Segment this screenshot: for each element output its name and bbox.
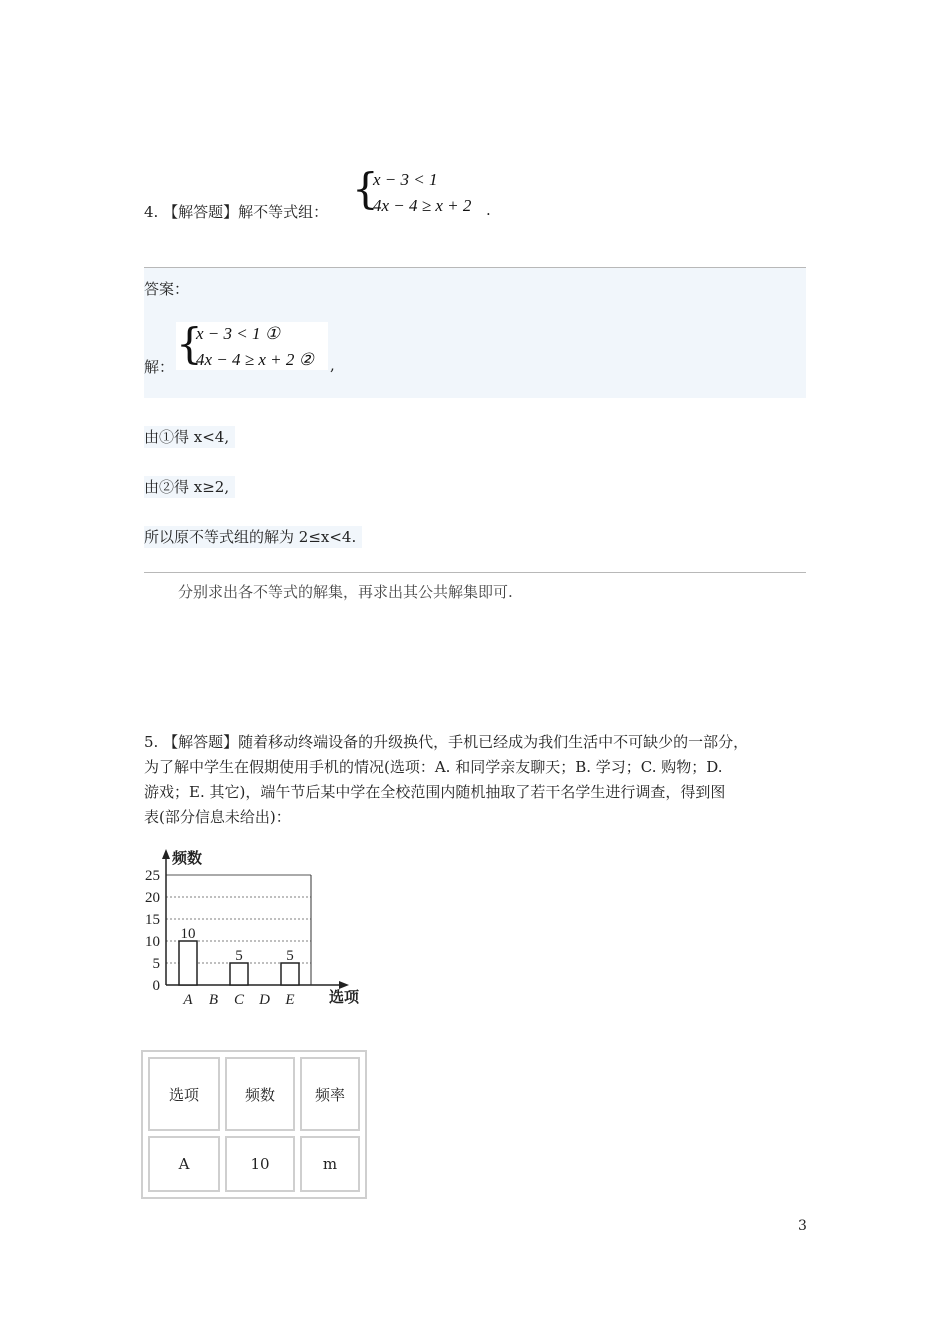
q4-ineq-1: x − 3 < 1 [373,170,438,189]
x-tick-E: E [285,992,295,1008]
answer-label: 答案： [144,280,190,298]
y-tick-10: 10 [145,934,160,950]
q5-paragraph [144,730,814,830]
q5-line-2: 为了解中学生在假期使用手机的情况(选项：A. 和同学亲友聊天；B. 学习；C. 购物；D. [144,758,723,776]
x-tick-A: A [183,992,193,1008]
bars [179,926,299,985]
table-header-row [148,1057,360,1131]
x-tick-labels [182,992,294,1008]
solve-prefix: 解： [144,358,175,376]
table-header-rate: 频率 [300,1057,360,1131]
bar-C [230,963,248,985]
answer-brace: { [176,319,203,368]
page-number: 3 [798,1218,807,1234]
data-label-C: 5 [235,948,243,964]
y-tick-25: 25 [145,868,160,884]
frequency-table [141,1050,367,1199]
q5-number: 5. [144,733,159,751]
q5-line-3: 游戏；E. 其它)，端午节后某中学在全校范围内随机抽取了若干名学生进行调查，得到图 [144,783,726,801]
x-axis-arrow [339,981,349,989]
frequency-bar-chart [140,845,380,1010]
answer-step-2-text: 由②得 x≥2, [144,476,235,498]
x-tick-D: D [259,992,270,1008]
table-row [148,1136,360,1192]
q5-line-4: 表(部分信息未给出)： [144,808,291,826]
y-tick-5: 5 [152,956,160,972]
table-header-frequency: 频数 [225,1057,295,1131]
table-cell-frequency: 10 [225,1136,295,1192]
q4-period: . [486,201,491,219]
q4-brace: { [352,164,379,213]
y-tick-0: 0 [152,978,160,994]
table-cell-option: A [148,1136,220,1192]
q4-prompt: 解不等式组： [238,203,329,221]
x-tick-B: B [208,992,219,1008]
table-header-option: 选项 [148,1057,220,1131]
q4-number: 4. [144,203,159,221]
answer-step-1-text: 由①得 x<4, [144,426,235,448]
q4-ineq-2: 4x − 4 ≥ x + 2 [373,196,472,215]
answer-ineq-2: 4x − 4 ≥ x + 2 ② [196,350,314,369]
bar-E [281,963,299,985]
q5-line-1-text: 随着移动终端设备的升级换代，手机已经成为我们生活中不可缺少的一部分， [238,733,749,751]
answer-ineq-1: x − 3 < 1 ① [196,324,280,343]
y-axis-arrow [162,849,170,859]
y-tick-15: 15 [145,912,160,928]
q4-header [144,201,328,222]
answer-comma: , [330,356,335,374]
q4-tag: 【解答题】 [163,203,239,221]
bar-A [179,941,197,985]
analysis-divider [144,572,806,573]
x-axis-title: 选项 [329,990,360,1006]
x-tick-C: C [233,992,245,1008]
data-label-E: 5 [286,948,294,964]
answer-conclusion [144,526,362,547]
q5-tag: 【解答题】 [163,733,239,751]
answer-box [144,267,806,398]
y-axis-title: 频数 [172,851,203,867]
analysis-text: 分别求出各不等式的解集，再求出其公共解集即可. [178,583,513,601]
answer-step-2 [144,476,235,497]
y-tick-20: 20 [145,890,160,906]
table-cell-rate: m [300,1136,360,1192]
answer-step-1 [144,426,235,447]
answer-conclusion-text: 所以原不等式组的解为 2≤x<4. [144,526,362,548]
q5-line-1 [144,730,814,755]
y-tick-labels [145,868,160,994]
data-label-A: 10 [180,926,196,942]
